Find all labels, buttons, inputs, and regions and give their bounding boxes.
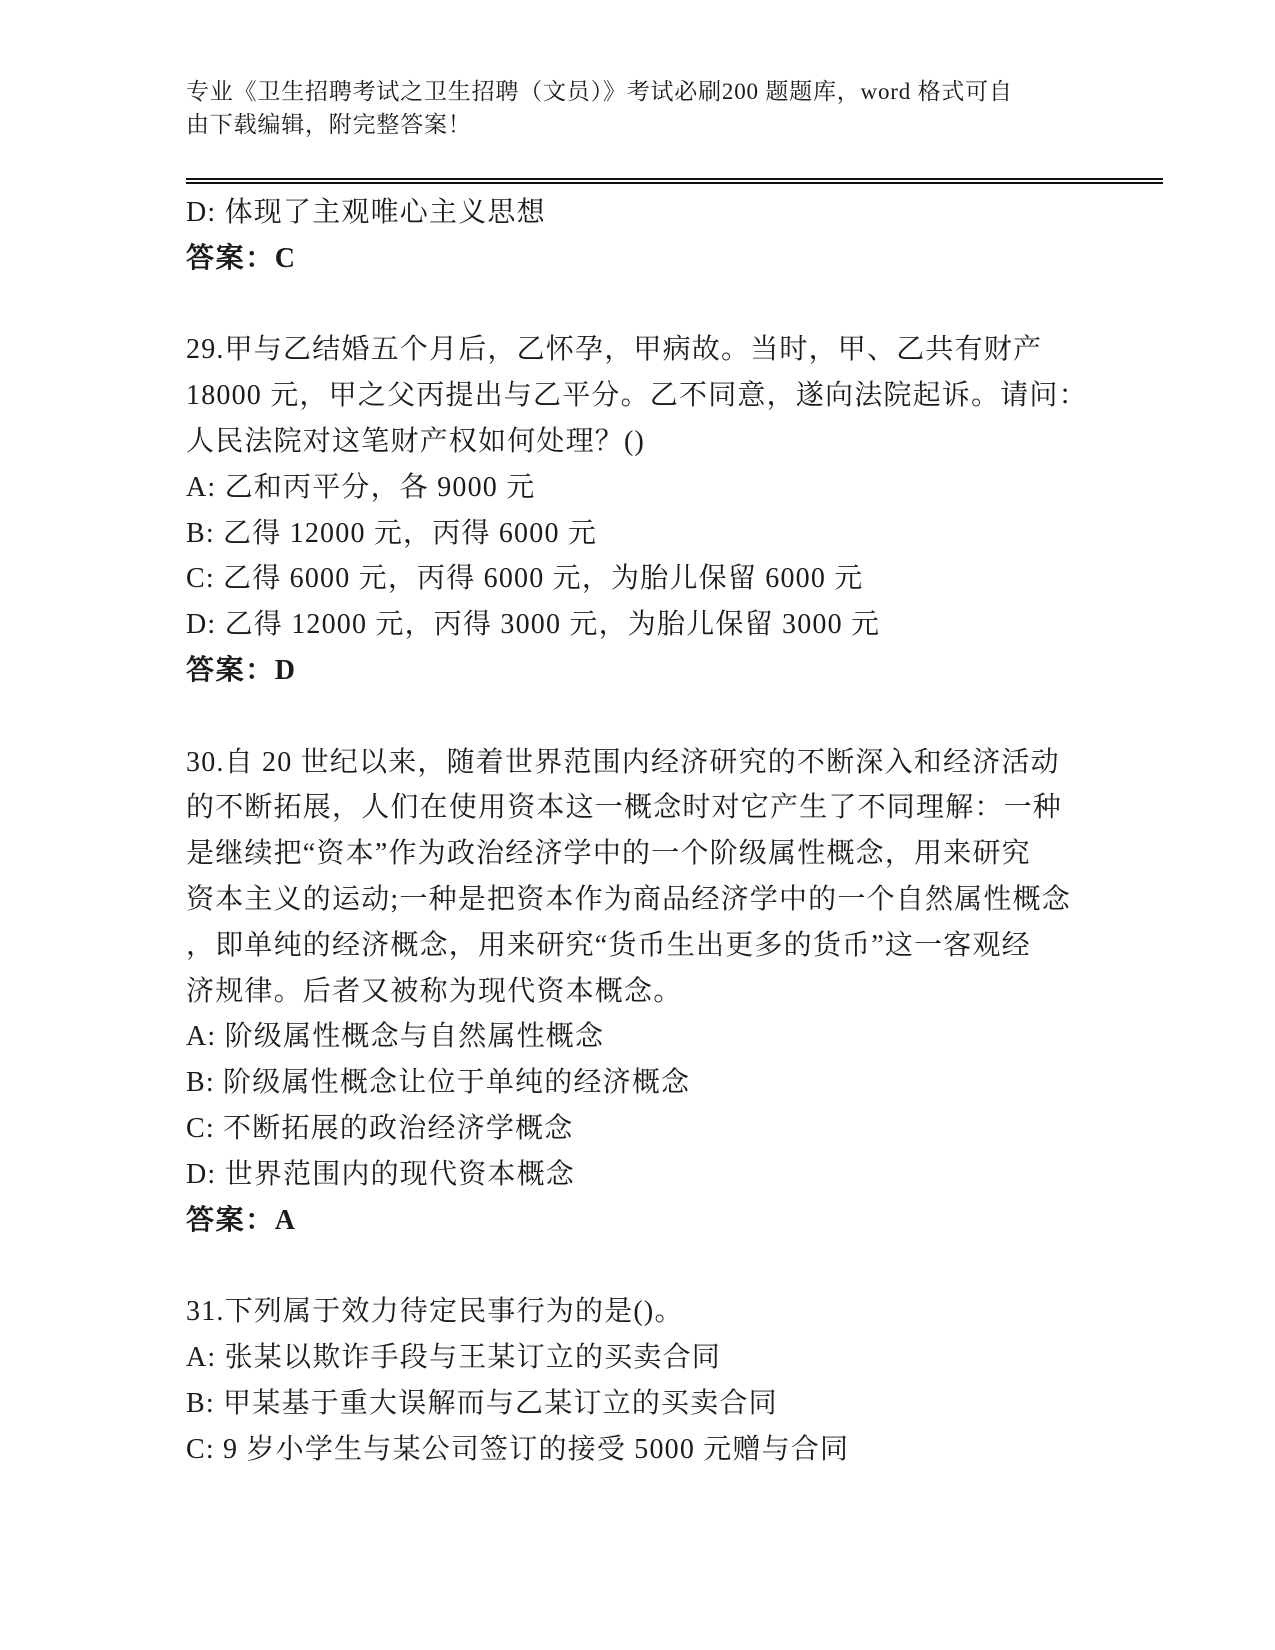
answer-line: 答案：C: [186, 242, 297, 274]
option-line: C: 乙得 6000 元，丙得 6000 元，为胎儿保留 6000 元: [186, 563, 864, 595]
question-line: 资本主义的运动;一种是把资本作为商品经济学中的一个自然属性概念: [186, 883, 1071, 915]
question-line: 济规律。后者又被称为现代资本概念。: [186, 975, 683, 1007]
header-line-2: 由下载编辑，附完整答案！: [186, 112, 472, 137]
blank-line: [186, 694, 1171, 740]
option-line: C: 不断拓展的政治经济学概念: [186, 1112, 574, 1144]
option-line: D: 体现了主观唯心主义思想: [186, 197, 546, 228]
option-line: A: 张某以欺诈手段与王某订立的买卖合同: [186, 1341, 722, 1373]
blank-line: [186, 282, 1171, 328]
question-line: 人民法院对这笔财产权如何处理？(): [186, 425, 646, 457]
header-divider-rule: [186, 178, 1163, 184]
answer-line: 答案：A: [186, 1204, 297, 1236]
option-line: D: 乙得 12000 元，丙得 3000 元，为胎儿保留 3000 元: [186, 609, 881, 641]
page-header: [186, 75, 1106, 141]
option-line: A: 乙和丙平分，各 9000 元: [186, 471, 536, 503]
option-line: B: 阶级属性概念让位于单纯的经济概念: [186, 1067, 691, 1099]
question-line: 29.甲与乙结婚五个月后，乙怀孕，甲病故。当时，甲、乙共有财产: [186, 334, 1043, 366]
question-line: 18000 元，甲之父丙提出与乙平分。乙不同意，遂向法院起诉。请问：: [186, 380, 1088, 412]
header-line-1: 专业《卫生招聘考试之卫生招聘（文员）》考试必刷200 题题库，word 格式可自: [186, 79, 1013, 104]
question-line: 30.自 20 世纪以来，随着世界范围内经济研究的不断深入和经济活动: [186, 746, 1060, 778]
question-line: 是继续把“资本”作为政治经济学中的一个阶级属性概念，用来研究: [186, 838, 1031, 870]
blank-line: [186, 1243, 1171, 1289]
option-line: B: 甲某基于重大误解而与乙某订立的买卖合同: [186, 1387, 778, 1419]
option-line: B: 乙得 12000 元，丙得 6000 元: [186, 517, 598, 549]
option-line: D: 世界范围内的现代资本概念: [186, 1158, 576, 1190]
question-line: 31.下列属于效力待定民事行为的是()。: [186, 1296, 684, 1328]
document-body: [186, 190, 1171, 1472]
question-line: 的不断拓展，人们在使用资本这一概念时对它产生了不同理解：一种: [186, 792, 1063, 824]
option-line: A: 阶级属性概念与自然属性概念: [186, 1021, 605, 1053]
answer-line: 答案：D: [186, 654, 297, 686]
question-line: ，即单纯的经济概念，用来研究“货币生出更多的货币”这一客观经: [186, 929, 1031, 961]
option-line: C: 9 岁小学生与某公司签订的接受 5000 元赠与合同: [186, 1433, 850, 1465]
